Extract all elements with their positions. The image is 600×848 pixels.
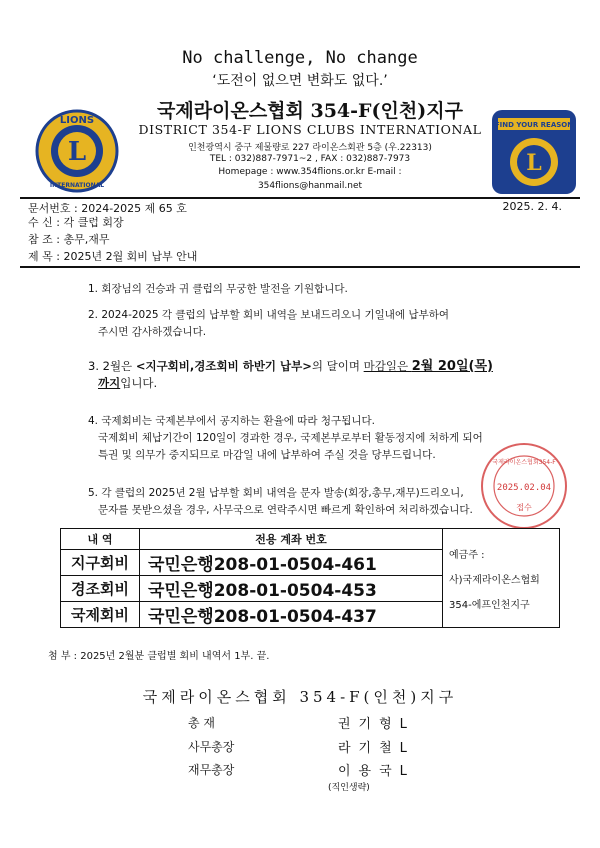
account-digits: 208-01-0504-453 [213, 581, 377, 601]
account-number [140, 576, 443, 602]
paragraph-4-line2: 국제회비 체납기간이 120일이 경과한 경우, 국제본부로부터 활동정지에 처하게 되어 [98, 432, 483, 444]
paragraph-3-deadline-date: 2월 20일(목) [411, 359, 493, 374]
account-digits: 208-01-0504-461 [213, 555, 377, 575]
slogan-korean: ‘도전이 없으면 변화도 없다.’ [212, 73, 388, 89]
doc-number: 문서번호 : 2024-2025 제 65 호 [28, 202, 187, 215]
attachment-line: 첨 부 : 2025년 2월분 클럽별 회비 내역서 1부. 끝. [48, 651, 270, 662]
lions-logo-icon [34, 108, 120, 194]
paragraph-4-line3: 특권 및 의무가 중지되므로 마감일 내에 납부하여 주실 것을 당부드립니다. [98, 449, 436, 461]
org-address: 인천광역시 중구 제물량로 227 라이온스회관 5층 (우.22313) [188, 143, 432, 153]
seal-note: (직인생략) [328, 783, 370, 793]
paragraph-3-suffix: 입니다. [120, 376, 158, 390]
account-number [140, 550, 443, 576]
account-header-item: 내 역 [61, 529, 140, 550]
account-bank: 국민은행 [148, 555, 214, 575]
org-title: 국제라이온스협회 354-F(인천)지구 [157, 100, 463, 122]
logo-left-top-text: LIONS [59, 115, 95, 126]
subject: 제 목 : 2025년 2월 회비 납부 안내 [28, 250, 198, 263]
slogan-english: No challenge, No change [182, 48, 418, 68]
account-bank: 국민은행 [148, 607, 214, 627]
officer-role: 재무총장 [188, 763, 235, 777]
paragraph-3-deadline-end: 까지 [98, 376, 121, 390]
depositor-cell [443, 529, 560, 628]
doc-date: 2025. 2. 4. [502, 200, 562, 213]
paragraph-2 [88, 307, 568, 341]
paragraph-3 [88, 358, 568, 392]
signature-org: 국제라이온스협회 354-F(인천)지구 [142, 688, 458, 706]
recipient: 수 신 : 각 클럽 회장 [28, 216, 124, 229]
logo-left-letter: L [67, 137, 87, 167]
received-stamp-icon [478, 440, 570, 532]
stamp-date: 2025.02.04 [496, 483, 552, 493]
account-label: 경조회비 [61, 576, 140, 602]
account-table [60, 528, 560, 628]
depositor-district: 354-에프인천지구 [449, 599, 530, 611]
officer-role: 사무총장 [188, 740, 235, 754]
stamp-bottom-text: 접수 [516, 503, 532, 512]
org-homepage: Homepage : www.354flions.or.kr E-mail : [218, 167, 402, 177]
account-label: 국제회비 [61, 602, 140, 628]
officer-name: 라기철L [338, 741, 415, 756]
depositor-label: 예금주 : [449, 549, 485, 561]
account-header-number: 전용 계좌 번호 [140, 529, 443, 550]
officer-name: 이용국L [338, 764, 415, 779]
stamp-top-text: 국제라이온스협회354-F [492, 459, 556, 466]
paragraph-3-mid: 의 달이며 [311, 359, 364, 373]
reference: 참 조 : 총무,재무 [28, 233, 110, 246]
org-email: 354flions@hanmail.net [257, 181, 363, 191]
account-digits: 208-01-0504-437 [213, 607, 377, 627]
paragraph-1: 1. 회장님의 건승과 귀 클럽의 무궁한 발전을 기원합니다. [88, 283, 348, 295]
depositor-name: 사)국제라이온스협회 [449, 574, 540, 586]
subject-divider [20, 266, 580, 268]
logo-right-text: FIND YOUR REASON [494, 121, 574, 129]
account-number [140, 602, 443, 628]
find-your-reason-logo-icon [490, 108, 578, 196]
officer-name: 권기형L [338, 717, 415, 732]
paragraph-4-line1: 4. 국제회비는 국제본부에서 공지하는 환율에 따라 청구됩니다. [88, 415, 375, 427]
paragraph-3-bold: <지구회비,경조회비 하반기 납부> [135, 359, 312, 373]
officer-role: 총 재 [188, 716, 215, 730]
paragraph-5-line1: 5. 각 클럽의 2025년 2월 납부할 회비 내역을 문자 발송(회장,총무,재무)드리오니, [88, 487, 464, 499]
paragraph-3-prefix: 3. 2월은 [88, 359, 136, 373]
paragraph-2-line2: 주시면 감사하겠습니다. [98, 326, 207, 338]
paragraph-2-line1: 2. 2024-2025 각 클럽의 납부할 회비 내역을 보내드리오니 기일내에 납부하여 [88, 309, 450, 321]
paragraph-5-line2: 문자를 못받으셨을 경우, 사무국으로 연락주시면 빠르게 확인하여 처리하겠습니다. [98, 504, 473, 516]
logo-left-bottom-text: INTERNATIONAL [49, 182, 105, 189]
org-phone-fax: TEL : 032)887-7971~2 , FAX : 032)887-7973 [209, 154, 411, 164]
logo-right-letter: L [526, 150, 542, 176]
account-bank: 국민은행 [148, 581, 214, 601]
paragraph-3-deadline-label: 마감일은 [363, 359, 412, 373]
header-divider [20, 197, 580, 199]
org-subtitle: DISTRICT 354-F LIONS CLUBS INTERNATIONAL [138, 122, 482, 137]
account-label: 지구회비 [61, 550, 140, 576]
